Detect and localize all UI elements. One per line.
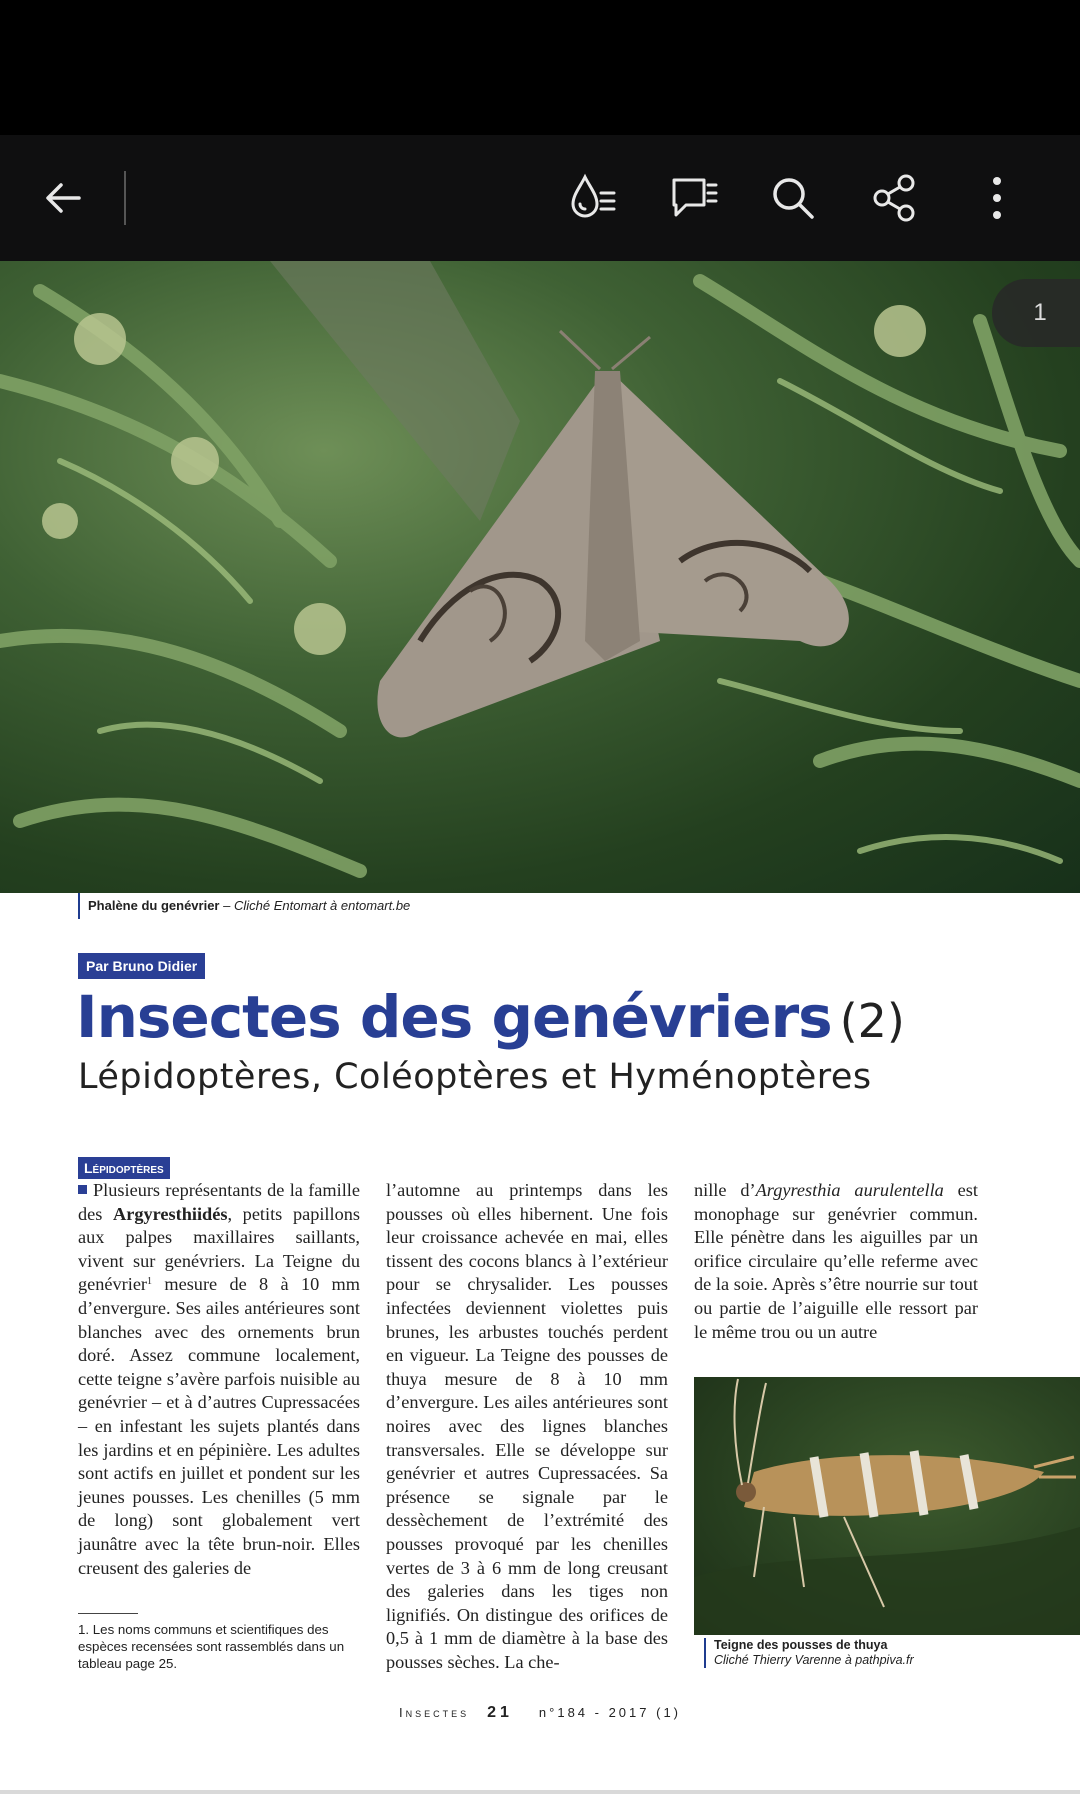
author-tag: Par Bruno Didier xyxy=(78,953,205,979)
page-footer xyxy=(0,1704,1080,1722)
col1-text-c: , petits papillons aux palpes maxillaires saillants, vivent sur genévriers. La Teigne du genévrier xyxy=(78,1203,360,1295)
col1-text-d: mesure de 8 à 10 mm d’envergure. Ses ailes antérieures sont blanches avec des ornements brun doré. Assez commune localement, cette teigne s’avère parfois nuisible au genévrier – et à d’autres Cupressacées – en infestant les sujets plantés dans les jardins et en pépinière. Les adultes sont actifs en juillet et pondent sur les jeunes pousses. Les chenilles (5 mm de long) sont globalement vert jaunâtre avec la tête brun-noir. Elles creusent des galeries de xyxy=(78,1274,360,1578)
moth-illustration xyxy=(0,261,1080,893)
col3-text-c: est monophage sur genévrier commun. Elle pénètre dans les aiguilles par un orifice circulaire qu’elle referme avec de la soie. Après s’être nourrie sur tout ou partie de l’aiguille elle ressort par le même trou ou un autre xyxy=(694,1180,978,1342)
ink-icon xyxy=(566,171,620,225)
col1-text-a: Plusieurs représentants de la famille des xyxy=(78,1180,360,1224)
footnote-rule xyxy=(78,1613,138,1614)
col3-text-italic: Argyresthia aurulentella xyxy=(755,1180,944,1200)
section-tag: Lépidoptères xyxy=(78,1157,170,1179)
bottom-photo-caption-credit: Cliché Thierry Varenne à pathpiva.fr xyxy=(714,1653,914,1667)
page-scroll-indicator xyxy=(0,1790,1080,1794)
bullet-square-icon xyxy=(78,1185,87,1194)
footer-page-number: 21 xyxy=(487,1704,513,1721)
ink-button[interactable] xyxy=(554,159,632,237)
moth-photo xyxy=(0,261,1080,893)
text-column-1 xyxy=(78,1179,360,1580)
comment-list-icon xyxy=(666,171,720,225)
search-icon xyxy=(768,173,818,223)
bottom-photo-caption xyxy=(704,1638,914,1668)
text-column-2: l’automne au printemps dans les pousses où elles hibernent. Une fois leur croissance achevée en mai, elles tissent des cocons blancs à l’extérieur pour se chrysalider. Les pousses infectées deviennent violettes puis brunes, les arbustes touchés perdent en vigueur. La Teigne des pousses de thuya mesure de 8 à 10 mm d’envergure. Les ailes antérieures sont noires avec des lignes blanches transversales. Elle se développe sur genévrier et autres Cupressacées. Sa présence se signale par le dessèchement de l’extrémité des pousses provoqué par les chenilles vertes de 3 à 6 mm de long creusant des galeries dans les tiges non lignifiés. On distingue des orifices de 0,5 à 1 mm de diamètre à la base des pousses sèches. La che- xyxy=(386,1180,668,1672)
more-button[interactable] xyxy=(958,159,1036,237)
thuya-moth-photo xyxy=(694,1377,1080,1635)
article-title-text: Insectes des genévriers xyxy=(76,983,832,1051)
footnote: 1. Les noms communs et scientifiques des espèces recensées sont rassemblés dans un tableau page 25. xyxy=(78,1622,345,1671)
article-title xyxy=(76,983,905,1051)
top-photo-caption-title: Phalène du genévrier xyxy=(88,898,220,913)
page-number-badge: 1 xyxy=(992,279,1080,347)
comments-button[interactable] xyxy=(654,159,732,237)
article-title-number: (2) xyxy=(839,994,905,1048)
more-vertical-icon xyxy=(987,173,1007,223)
thuya-moth-illustration xyxy=(694,1377,1080,1635)
article-subtitle: Lépidoptères, Coléoptères et Hyménoptères xyxy=(78,1057,872,1097)
footer-magazine: Insectes xyxy=(398,1705,470,1720)
arrow-left-icon xyxy=(41,176,85,220)
top-photo-caption xyxy=(78,893,410,919)
col1-text-bold: Argyresthiidés xyxy=(113,1203,228,1224)
share-icon xyxy=(870,173,920,223)
footer-issue: n°184 - 2017 (1) xyxy=(538,1705,681,1720)
col3-text-a: nille d’ xyxy=(694,1180,756,1200)
share-button[interactable] xyxy=(856,159,934,237)
text-column-3 xyxy=(694,1179,978,1344)
reader-toolbar xyxy=(0,135,1080,261)
top-photo-caption-credit: – Cliché Entomart à entomart.be xyxy=(223,898,411,913)
search-button[interactable] xyxy=(754,159,832,237)
bottom-photo-caption-title: Teigne des pousses de thuya xyxy=(714,1638,888,1652)
magazine-page[interactable] xyxy=(0,261,1080,1806)
footnote-ref: 1 xyxy=(147,1276,153,1288)
status-bar-area xyxy=(0,0,1080,135)
toolbar-divider xyxy=(124,171,126,225)
back-button[interactable] xyxy=(24,159,102,237)
